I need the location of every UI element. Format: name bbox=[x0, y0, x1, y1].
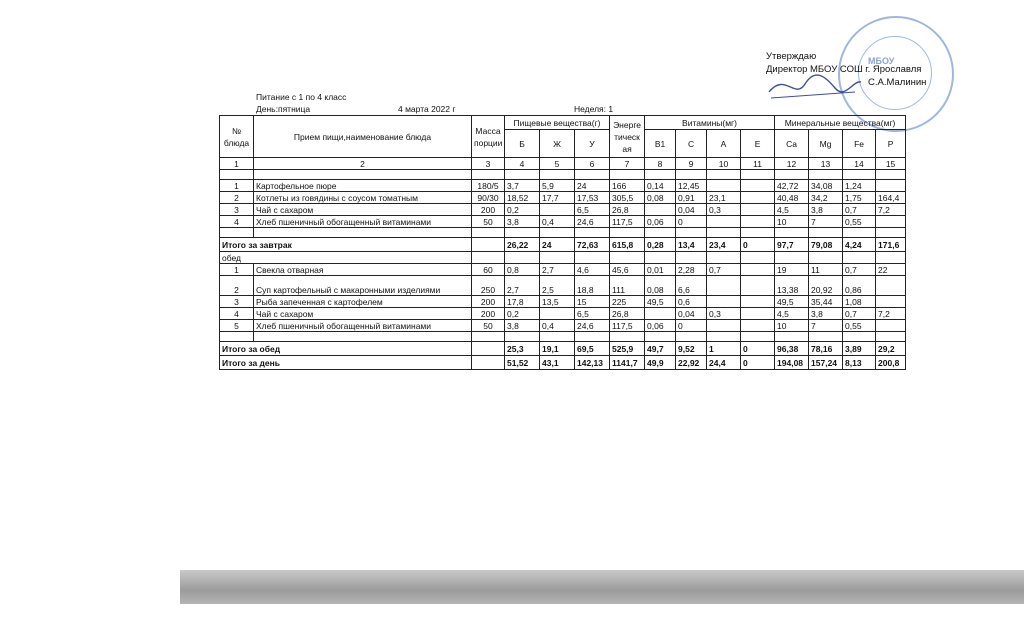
table-cell: 2 bbox=[220, 192, 254, 204]
table-cell: 60 bbox=[472, 264, 505, 276]
table-cell: Хлеб пшеничный обогащенный витаминами bbox=[254, 320, 472, 332]
table-cell: Чай с сахаром bbox=[254, 308, 472, 320]
table-cell: 0,6 bbox=[676, 296, 707, 308]
table-cell: 6 bbox=[575, 158, 610, 170]
table-cell bbox=[707, 332, 741, 342]
table-cell: 0 bbox=[741, 238, 775, 252]
table-cell bbox=[707, 180, 741, 192]
table-cell: 13,5 bbox=[540, 296, 575, 308]
table-cell: 0,01 bbox=[645, 264, 676, 276]
table-cell bbox=[676, 170, 707, 180]
table-cell: 8 bbox=[645, 158, 676, 170]
table-cell: 78,16 bbox=[809, 342, 843, 356]
table-cell: 4,5 bbox=[775, 308, 809, 320]
table-cell: 17,53 bbox=[575, 192, 610, 204]
table-cell: 96,38 bbox=[775, 342, 809, 356]
table-cell: 3,8 bbox=[505, 216, 540, 228]
table-cell: 250 bbox=[472, 276, 505, 296]
table-cell: 1 bbox=[707, 342, 741, 356]
table-row bbox=[220, 180, 906, 192]
table-row bbox=[220, 216, 906, 228]
table-cell bbox=[707, 320, 741, 332]
table-cell: 22,92 bbox=[676, 356, 707, 370]
lunch-section-row bbox=[220, 252, 906, 264]
table-cell: 29,2 bbox=[876, 342, 906, 356]
table-cell: 0,7 bbox=[843, 264, 876, 276]
table-cell bbox=[575, 170, 610, 180]
sub-p: P bbox=[876, 130, 906, 158]
table-cell: 0,14 bbox=[645, 180, 676, 192]
table-cell bbox=[220, 332, 254, 342]
table-cell bbox=[843, 252, 876, 264]
table-cell bbox=[505, 332, 540, 342]
table-cell: 90/30 bbox=[472, 192, 505, 204]
table-cell bbox=[610, 252, 645, 264]
table-cell: 13 bbox=[809, 158, 843, 170]
table-cell: 24,6 bbox=[575, 216, 610, 228]
table-cell: 2,7 bbox=[540, 264, 575, 276]
table-cell bbox=[645, 204, 676, 216]
table-cell: 3 bbox=[472, 158, 505, 170]
table-cell: 79,08 bbox=[809, 238, 843, 252]
table-cell: 49,5 bbox=[775, 296, 809, 308]
table-cell: 26,8 bbox=[610, 308, 645, 320]
table-cell: 15 bbox=[876, 158, 906, 170]
table-cell bbox=[645, 332, 676, 342]
table-cell bbox=[741, 252, 775, 264]
table-cell: 4 bbox=[220, 308, 254, 320]
table-cell: Суп картофельный с макаронными изделиями bbox=[254, 276, 472, 296]
table-cell bbox=[741, 320, 775, 332]
sub-b1: В1 bbox=[645, 130, 676, 158]
table-cell: 0,55 bbox=[843, 320, 876, 332]
table-cell bbox=[472, 238, 505, 252]
col-name: Прием пищи,наименование блюда bbox=[254, 116, 472, 158]
date-label: 4 марта 2022 г bbox=[398, 104, 456, 114]
table-cell: 164,4 bbox=[876, 192, 906, 204]
table-cell bbox=[775, 252, 809, 264]
table-cell: 49,5 bbox=[645, 296, 676, 308]
table-cell bbox=[575, 228, 610, 238]
table-cell: 4 bbox=[505, 158, 540, 170]
table-cell: 305,5 bbox=[610, 192, 645, 204]
table-cell: 24 bbox=[575, 180, 610, 192]
table-cell bbox=[472, 332, 505, 342]
sub-b: Б bbox=[505, 130, 540, 158]
table-cell bbox=[676, 332, 707, 342]
col-energy: Энергетическая bbox=[610, 116, 645, 158]
table-cell: 49,9 bbox=[645, 356, 676, 370]
table-cell: 225 bbox=[610, 296, 645, 308]
table-cell: 19 bbox=[775, 264, 809, 276]
table-cell bbox=[254, 228, 472, 238]
table-cell bbox=[876, 296, 906, 308]
table-cell bbox=[741, 264, 775, 276]
table-cell: 13,38 bbox=[775, 276, 809, 296]
table-cell bbox=[809, 332, 843, 342]
table-cell: 23,4 bbox=[707, 238, 741, 252]
table-cell: 8,13 bbox=[843, 356, 876, 370]
table-cell: 2 bbox=[220, 276, 254, 296]
table-cell: 111 bbox=[610, 276, 645, 296]
spacer-row bbox=[220, 228, 906, 238]
table-cell: 180/5 bbox=[472, 180, 505, 192]
table-cell bbox=[645, 252, 676, 264]
table-cell: 117,5 bbox=[610, 320, 645, 332]
table-cell: 171,6 bbox=[876, 238, 906, 252]
table-cell bbox=[741, 192, 775, 204]
table-cell: 19,1 bbox=[540, 342, 575, 356]
table-cell: 25,3 bbox=[505, 342, 540, 356]
table-cell: 18,8 bbox=[575, 276, 610, 296]
table-cell bbox=[540, 228, 575, 238]
table-cell: 14 bbox=[843, 158, 876, 170]
table-cell: 5,9 bbox=[540, 180, 575, 192]
table-cell: 0,7 bbox=[707, 264, 741, 276]
table-cell: 0,3 bbox=[707, 308, 741, 320]
table-cell bbox=[472, 228, 505, 238]
table-cell bbox=[843, 228, 876, 238]
table-cell: 0,55 bbox=[843, 216, 876, 228]
week-label: Неделя: 1 bbox=[574, 104, 614, 114]
table-cell: 0,04 bbox=[676, 204, 707, 216]
table-cell bbox=[676, 252, 707, 264]
table-cell: 34,08 bbox=[809, 180, 843, 192]
table-cell: 0,3 bbox=[707, 204, 741, 216]
stamp-label: МБОУ bbox=[868, 56, 895, 66]
scanner-edge bbox=[180, 570, 1024, 604]
table-cell: 2,28 bbox=[676, 264, 707, 276]
table-cell bbox=[707, 276, 741, 296]
table-cell: 5 bbox=[540, 158, 575, 170]
sub-c: С bbox=[676, 130, 707, 158]
table-cell: 0,4 bbox=[540, 216, 575, 228]
table-cell: 157,24 bbox=[809, 356, 843, 370]
table-cell: 12,45 bbox=[676, 180, 707, 192]
table-cell: 10 bbox=[775, 216, 809, 228]
table-cell: 7 bbox=[610, 158, 645, 170]
table-cell bbox=[220, 170, 254, 180]
table-cell: 9,52 bbox=[676, 342, 707, 356]
table-row bbox=[220, 308, 906, 320]
table-cell: 0,86 bbox=[843, 276, 876, 296]
approval-position: Директор МБОУ СОШ г. Ярославля bbox=[766, 64, 922, 75]
table-cell: 0 bbox=[741, 342, 775, 356]
table-cell bbox=[876, 332, 906, 342]
table-cell: 43,1 bbox=[540, 356, 575, 370]
table-cell bbox=[843, 170, 876, 180]
table-cell: 3,8 bbox=[809, 204, 843, 216]
table-cell bbox=[741, 228, 775, 238]
table-cell bbox=[540, 204, 575, 216]
col-vitamins: Витамины(мг) bbox=[645, 116, 775, 130]
table-cell: 0,08 bbox=[645, 192, 676, 204]
table-cell bbox=[741, 276, 775, 296]
table-cell: 4 bbox=[220, 216, 254, 228]
spacer-row bbox=[220, 170, 906, 180]
table-cell bbox=[741, 204, 775, 216]
table-cell bbox=[220, 228, 254, 238]
table-cell bbox=[707, 252, 741, 264]
table-cell: 50 bbox=[472, 216, 505, 228]
table-cell bbox=[505, 252, 540, 264]
table-cell bbox=[876, 320, 906, 332]
sub-a: А bbox=[707, 130, 741, 158]
table-cell bbox=[809, 252, 843, 264]
table-row bbox=[220, 276, 906, 296]
col-mass: Масса порции bbox=[472, 116, 505, 158]
table-cell: 42,72 bbox=[775, 180, 809, 192]
table-cell: 51,52 bbox=[505, 356, 540, 370]
sub-u: У bbox=[575, 130, 610, 158]
table-cell: 117,5 bbox=[610, 216, 645, 228]
table-cell: 1,75 bbox=[843, 192, 876, 204]
table-cell: 3,8 bbox=[809, 308, 843, 320]
table-cell bbox=[707, 170, 741, 180]
table-cell: 7,2 bbox=[876, 308, 906, 320]
table-cell: 1,08 bbox=[843, 296, 876, 308]
table-row bbox=[220, 320, 906, 332]
table-cell bbox=[707, 216, 741, 228]
table-cell: 17,8 bbox=[505, 296, 540, 308]
table-cell bbox=[540, 252, 575, 264]
table-cell bbox=[741, 170, 775, 180]
table-cell bbox=[676, 228, 707, 238]
sub-zh: Ж bbox=[540, 130, 575, 158]
table-cell: 0,91 bbox=[676, 192, 707, 204]
table-cell: 194,08 bbox=[775, 356, 809, 370]
table-cell bbox=[876, 252, 906, 264]
table-cell: 0,2 bbox=[505, 204, 540, 216]
table-cell: 3,8 bbox=[505, 320, 540, 332]
table-cell bbox=[472, 356, 505, 370]
table-cell bbox=[610, 332, 645, 342]
table-cell: 13,4 bbox=[676, 238, 707, 252]
table-cell: Котлеты из говядины с соусом томатным bbox=[254, 192, 472, 204]
table-cell bbox=[575, 332, 610, 342]
table-cell: 200,8 bbox=[876, 356, 906, 370]
table-cell: Итого за завтрак bbox=[220, 238, 472, 252]
table-cell bbox=[472, 342, 505, 356]
table-cell: Хлеб пшеничный обогащенный витаминами bbox=[254, 216, 472, 228]
table-cell bbox=[741, 216, 775, 228]
table-cell: 4,24 bbox=[843, 238, 876, 252]
table-cell: 0,08 bbox=[645, 276, 676, 296]
table-cell bbox=[843, 332, 876, 342]
lunch-total-row bbox=[220, 342, 906, 356]
table-cell: Рыба запеченная с картофелем bbox=[254, 296, 472, 308]
table-cell: 18,52 bbox=[505, 192, 540, 204]
table-cell bbox=[254, 332, 472, 342]
table-cell: 69,5 bbox=[575, 342, 610, 356]
table-cell: 200 bbox=[472, 296, 505, 308]
col-number: № блюда bbox=[220, 116, 254, 158]
table-cell: 1 bbox=[220, 264, 254, 276]
table-cell bbox=[540, 170, 575, 180]
table-cell: 20,92 bbox=[809, 276, 843, 296]
table-cell: 200 bbox=[472, 308, 505, 320]
table-cell: 5 bbox=[220, 320, 254, 332]
table-cell: 1 bbox=[220, 180, 254, 192]
signature-icon bbox=[765, 70, 865, 102]
table-cell bbox=[645, 170, 676, 180]
table-cell: Чай с сахаром bbox=[254, 204, 472, 216]
table-cell: 0,8 bbox=[505, 264, 540, 276]
table-cell bbox=[876, 170, 906, 180]
table-cell: 1 bbox=[220, 158, 254, 170]
table-row bbox=[220, 296, 906, 308]
table-cell: 0,06 bbox=[645, 320, 676, 332]
table-cell bbox=[741, 296, 775, 308]
breakfast-total-row bbox=[220, 238, 906, 252]
sub-e: Е bbox=[741, 130, 775, 158]
table-cell bbox=[775, 170, 809, 180]
table-cell: 3 bbox=[220, 204, 254, 216]
sub-mg: Mg bbox=[809, 130, 843, 158]
table-cell: 7 bbox=[809, 216, 843, 228]
table-cell bbox=[540, 308, 575, 320]
table-cell: Итого за обед bbox=[220, 342, 472, 356]
day-total-row bbox=[220, 356, 906, 370]
table-cell bbox=[575, 252, 610, 264]
table-cell: 10 bbox=[707, 158, 741, 170]
table-cell: 142,13 bbox=[575, 356, 610, 370]
table-cell: 26,8 bbox=[610, 204, 645, 216]
table-cell: 12 bbox=[775, 158, 809, 170]
table-row bbox=[220, 264, 906, 276]
table-row bbox=[220, 192, 906, 204]
table-cell bbox=[707, 228, 741, 238]
table-cell: 24,6 bbox=[575, 320, 610, 332]
table-cell: 49,7 bbox=[645, 342, 676, 356]
table-cell: 7,2 bbox=[876, 204, 906, 216]
table-cell: Свекла отварная bbox=[254, 264, 472, 276]
table-cell bbox=[809, 170, 843, 180]
table-cell bbox=[540, 332, 575, 342]
table-cell: 0 bbox=[676, 216, 707, 228]
table-cell: 3 bbox=[220, 296, 254, 308]
table-cell: 23,1 bbox=[707, 192, 741, 204]
col-nutrients: Пищевые вещества(г) bbox=[505, 116, 610, 130]
table-cell: 9 bbox=[676, 158, 707, 170]
table-cell bbox=[610, 170, 645, 180]
table-cell: 3,89 bbox=[843, 342, 876, 356]
table-cell: Картофельное пюре bbox=[254, 180, 472, 192]
table-cell: 0,4 bbox=[540, 320, 575, 332]
table-cell: 0,28 bbox=[645, 238, 676, 252]
table-cell: 50 bbox=[472, 320, 505, 332]
table-cell: 24 bbox=[540, 238, 575, 252]
table-cell: 2 bbox=[254, 158, 472, 170]
table-cell: 15 bbox=[575, 296, 610, 308]
index-row bbox=[220, 158, 906, 170]
table-cell: 7 bbox=[809, 320, 843, 332]
table-cell: 26,22 bbox=[505, 238, 540, 252]
table-cell: 0 bbox=[741, 356, 775, 370]
table-cell: 24,4 bbox=[707, 356, 741, 370]
col-minerals: Минеральные вещества(мг) bbox=[775, 116, 906, 130]
table-cell bbox=[472, 252, 505, 264]
menu-table bbox=[219, 115, 906, 370]
table-cell bbox=[876, 216, 906, 228]
table-cell: обед bbox=[220, 252, 472, 264]
menu-title: Питание с 1 по 4 класс bbox=[256, 92, 347, 102]
table-cell: 11 bbox=[741, 158, 775, 170]
table-cell: 0,2 bbox=[505, 308, 540, 320]
sub-ca: Ca bbox=[775, 130, 809, 158]
table-cell bbox=[645, 308, 676, 320]
table-cell: 17,7 bbox=[540, 192, 575, 204]
table-cell: 2,7 bbox=[505, 276, 540, 296]
table-cell: 0,04 bbox=[676, 308, 707, 320]
table-cell bbox=[775, 228, 809, 238]
table-cell: 615,8 bbox=[610, 238, 645, 252]
table-cell bbox=[741, 180, 775, 192]
table-row bbox=[220, 204, 906, 216]
table-cell: 3,7 bbox=[505, 180, 540, 192]
table-cell: 0 bbox=[676, 320, 707, 332]
table-cell bbox=[741, 332, 775, 342]
table-cell bbox=[876, 228, 906, 238]
table-cell bbox=[254, 170, 472, 180]
table-cell bbox=[707, 296, 741, 308]
table-cell: 97,7 bbox=[775, 238, 809, 252]
table-cell bbox=[505, 228, 540, 238]
table-cell: 34,2 bbox=[809, 192, 843, 204]
table-cell: 40,48 bbox=[775, 192, 809, 204]
table-cell: 4,6 bbox=[575, 264, 610, 276]
table-cell bbox=[645, 228, 676, 238]
table-cell: 6,5 bbox=[575, 308, 610, 320]
table-cell: 22 bbox=[876, 264, 906, 276]
table-cell: 0,7 bbox=[843, 308, 876, 320]
table-cell: 6,6 bbox=[676, 276, 707, 296]
table-cell: 4,5 bbox=[775, 204, 809, 216]
table-cell bbox=[505, 170, 540, 180]
table-cell: 72,63 bbox=[575, 238, 610, 252]
table-cell bbox=[741, 308, 775, 320]
table-cell: 45,6 bbox=[610, 264, 645, 276]
table-cell: 6,5 bbox=[575, 204, 610, 216]
spacer-row bbox=[220, 332, 906, 342]
table-cell: 2,5 bbox=[540, 276, 575, 296]
table-cell: Итого за день bbox=[220, 356, 472, 370]
table-cell bbox=[809, 228, 843, 238]
table-cell: 35,44 bbox=[809, 296, 843, 308]
table-cell: 1141,7 bbox=[610, 356, 645, 370]
table-cell bbox=[472, 170, 505, 180]
table-cell: 200 bbox=[472, 204, 505, 216]
table-cell: 0,06 bbox=[645, 216, 676, 228]
table-cell bbox=[610, 228, 645, 238]
table-cell: 1,24 bbox=[843, 180, 876, 192]
sub-fe: Fe bbox=[843, 130, 876, 158]
table-cell bbox=[876, 276, 906, 296]
approval-name: С.А.Малинин bbox=[868, 77, 927, 88]
table-cell: 10 bbox=[775, 320, 809, 332]
table-cell: 11 bbox=[809, 264, 843, 276]
table-cell bbox=[876, 180, 906, 192]
table-cell: 0,7 bbox=[843, 204, 876, 216]
approval-heading: Утверждаю bbox=[766, 51, 817, 62]
table-cell bbox=[775, 332, 809, 342]
table-cell: 166 bbox=[610, 180, 645, 192]
day-label: День:пятница bbox=[256, 104, 311, 114]
table-cell: 525,9 bbox=[610, 342, 645, 356]
